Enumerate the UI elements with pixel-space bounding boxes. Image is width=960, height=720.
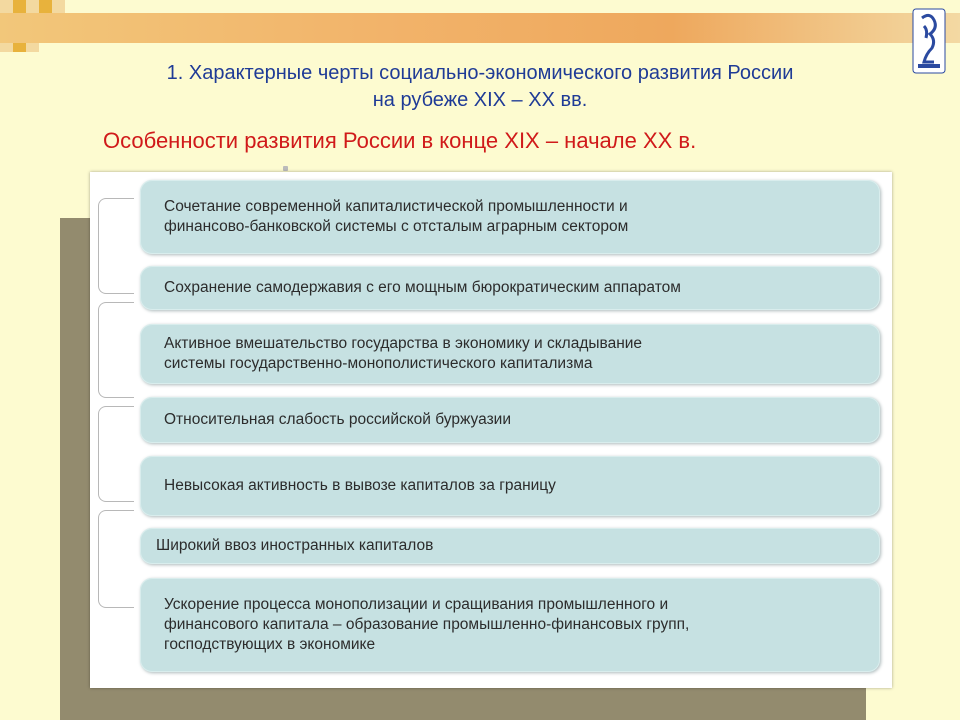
feature-item [140,456,880,516]
connector-bracket [98,406,134,502]
section-subtitle: Особенности развития России в конце XIX – начале XX в. [103,128,697,153]
page-title-line-1: 1. Характерные черты социально-экономического развития России [166,62,794,84]
page-title-line-2: на рубеже XIX – XX вв. [372,89,588,111]
feature-line: системы государственно-монополистического капитализма [164,355,593,372]
feature-item [140,397,880,443]
feature-line: финансово-банковской системы с отсталым аграрным сектором [164,218,629,235]
connector-bracket [98,198,134,294]
connector-bracket [98,302,134,398]
university-emblem-icon [912,8,946,74]
feature-line: Сохранение самодержавия с его мощным бюрократическим аппаратом [164,279,681,296]
feature-item [140,578,880,672]
page-title [80,60,880,114]
feature-line: Невысокая активность в вывозе капиталов за границу [164,477,556,494]
connector-bracket [98,510,134,608]
feature-line: Относительная слабость российской буржуазии [164,411,511,428]
feature-item [140,180,880,254]
feature-item [140,324,880,384]
feature-item [140,528,880,564]
feature-item [140,266,880,310]
features-panel [90,172,892,688]
divider-mark [283,166,288,171]
feature-line: Широкий ввоз иностранных капиталов [156,537,434,554]
header-gradient-bar [0,13,960,43]
feature-line: господствующих в экономике [164,636,376,653]
feature-line: Ускорение процесса монополизации и сращивания промышленного и [164,596,669,613]
feature-line: финансового капитала – образование промышленно-финансовых групп, [164,616,690,633]
feature-line: Активное вмешательство государства в экономику и складывание [164,335,643,352]
feature-line: Сочетание современной капиталистической промышленности и [164,198,628,215]
